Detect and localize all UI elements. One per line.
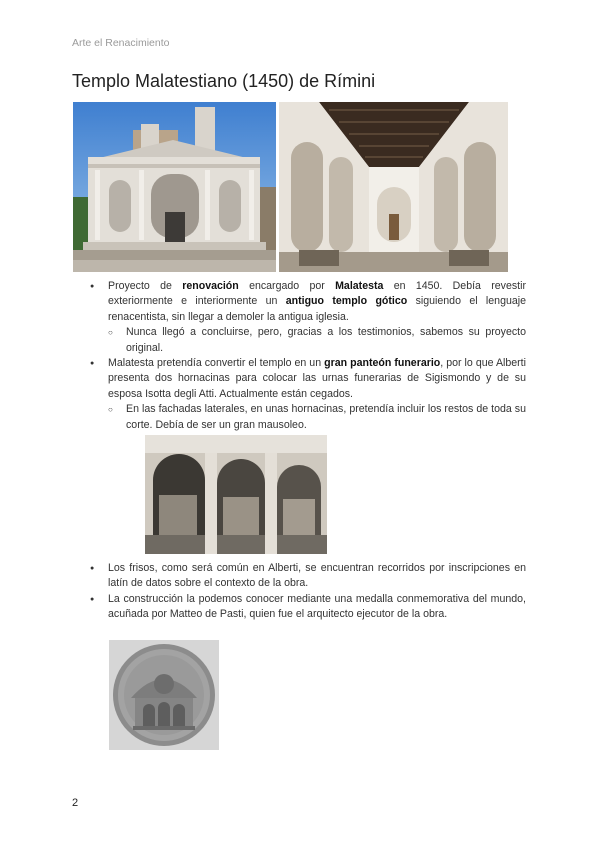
page-number: 2 [72,797,79,809]
bullet-list-bottom [90,561,526,623]
running-header: Arte el Renacimiento [72,37,170,49]
medal-photo [109,640,219,750]
list-item: ● La construcción la podemos conocer mediante una medalla conmemorativa del mundo, acuñada por Matteo de Pasti, quien fue el arquitecto ejecutor de la obra. [90,592,526,623]
bullet-list-top [90,279,526,433]
list-item: ● Malatesta pretendía convertir el templo en un gran panteón funerario, por lo que Alberti presenta dos hornacinas para colocar las urnas funerarias de Sigismondo y de su esposa Isotta degli Atti. Actualmente están cegados. ○ En las fachadas laterales, en unas hornacinas, pretendía incluir los restos de toda su corte. Debía de ser un gran mausoleo. [90,356,526,433]
interior-photo [279,102,508,272]
list-item: ● Los frisos, como será común en Alberti, se encuentran recorridos por inscripciones en latín de datos sobre el contexto de la obra. [90,561,526,592]
list-item: ○ En las fachadas laterales, en unas hornacinas, pretendía incluir los restos de toda su corte. Debía de ser un gran mausoleo. [90,402,526,433]
list-item: ○ Nunca llegó a concluirse, pero, gracias a los testimonios, sabemos su proyecto original. [90,325,526,356]
list-item: ● Proyecto de renovación encargado por Malatesta en 1450. Debía revestir exteriormente e interiormente un antiguo templo gótico siguiendo el lenguaje renacentista, sin llegar a demoler la antigua iglesia. ○ Nunca llegó a concluirse, pero, gracias a los testimonios, sabemos su proyecto original. [90,279,526,356]
facade-photo [73,102,276,272]
page-title: Templo Malatestiano (1450) de Rímini [72,71,376,91]
arcade-photo [145,435,327,554]
